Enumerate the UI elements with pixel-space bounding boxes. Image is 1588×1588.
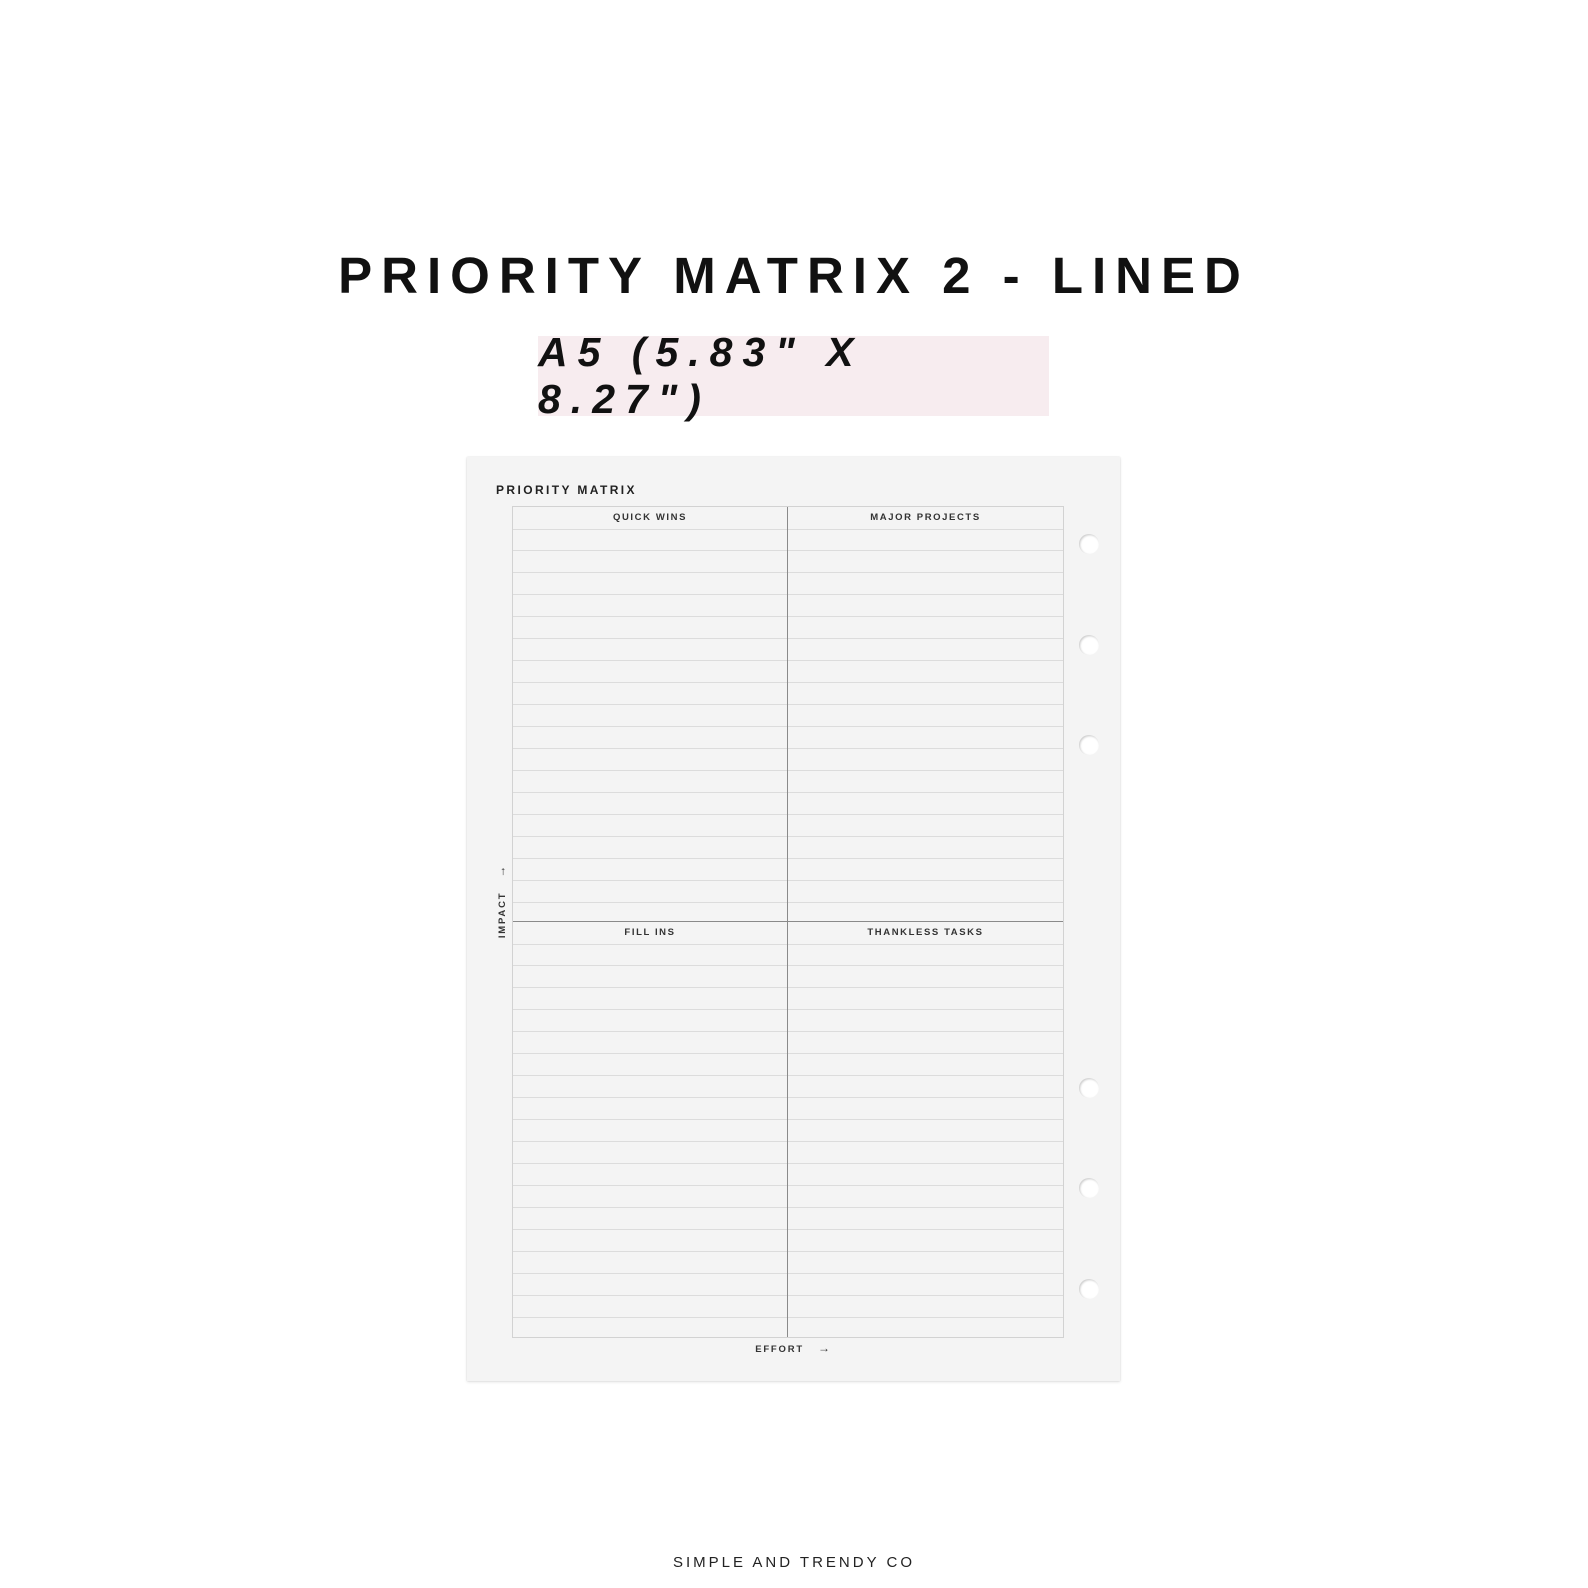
brand-name: SIMPLE AND TRENDY CO xyxy=(673,1554,915,1571)
binder-hole xyxy=(1079,1078,1099,1098)
effort-axis-label: EFFORT xyxy=(755,1344,804,1355)
size-badge xyxy=(538,329,1049,422)
writing-lines[interactable] xyxy=(513,944,787,1337)
binder-hole xyxy=(1079,635,1099,655)
quadrant-label: MAJOR PROJECTS xyxy=(788,507,1063,530)
size-label: A5 (5.83" X 8.27") xyxy=(538,329,864,422)
quadrant-label: FILL INS xyxy=(513,922,787,945)
arrow-right-icon: → xyxy=(817,1341,832,1355)
quadrant-quick-wins xyxy=(513,507,788,922)
planner-sheet xyxy=(467,457,1120,1381)
quadrant-fill-ins xyxy=(513,922,788,1337)
arrow-right-icon: → xyxy=(494,863,508,878)
sheet-title: PRIORITY MATRIX xyxy=(496,483,637,497)
writing-lines[interactable] xyxy=(788,529,1063,921)
binder-hole xyxy=(1079,1279,1099,1299)
page-title: PRIORITY MATRIX 2 - LINED xyxy=(338,247,1250,304)
impact-axis-label-group xyxy=(494,864,508,938)
priority-matrix-grid xyxy=(512,506,1064,1338)
binder-hole xyxy=(1079,534,1099,554)
quadrant-label: QUICK WINS xyxy=(513,507,787,530)
writing-lines[interactable] xyxy=(788,944,1063,1337)
writing-lines[interactable] xyxy=(513,529,787,921)
quadrant-thankless-tasks xyxy=(788,922,1063,1337)
impact-axis-label: IMPACT xyxy=(497,891,508,939)
binder-hole xyxy=(1079,1178,1099,1198)
effort-axis xyxy=(467,1341,1120,1355)
quadrant-label: THANKLESS TASKS xyxy=(788,922,1063,945)
quadrant-major-projects xyxy=(788,507,1063,922)
binder-hole xyxy=(1079,735,1099,755)
impact-axis xyxy=(493,861,509,941)
